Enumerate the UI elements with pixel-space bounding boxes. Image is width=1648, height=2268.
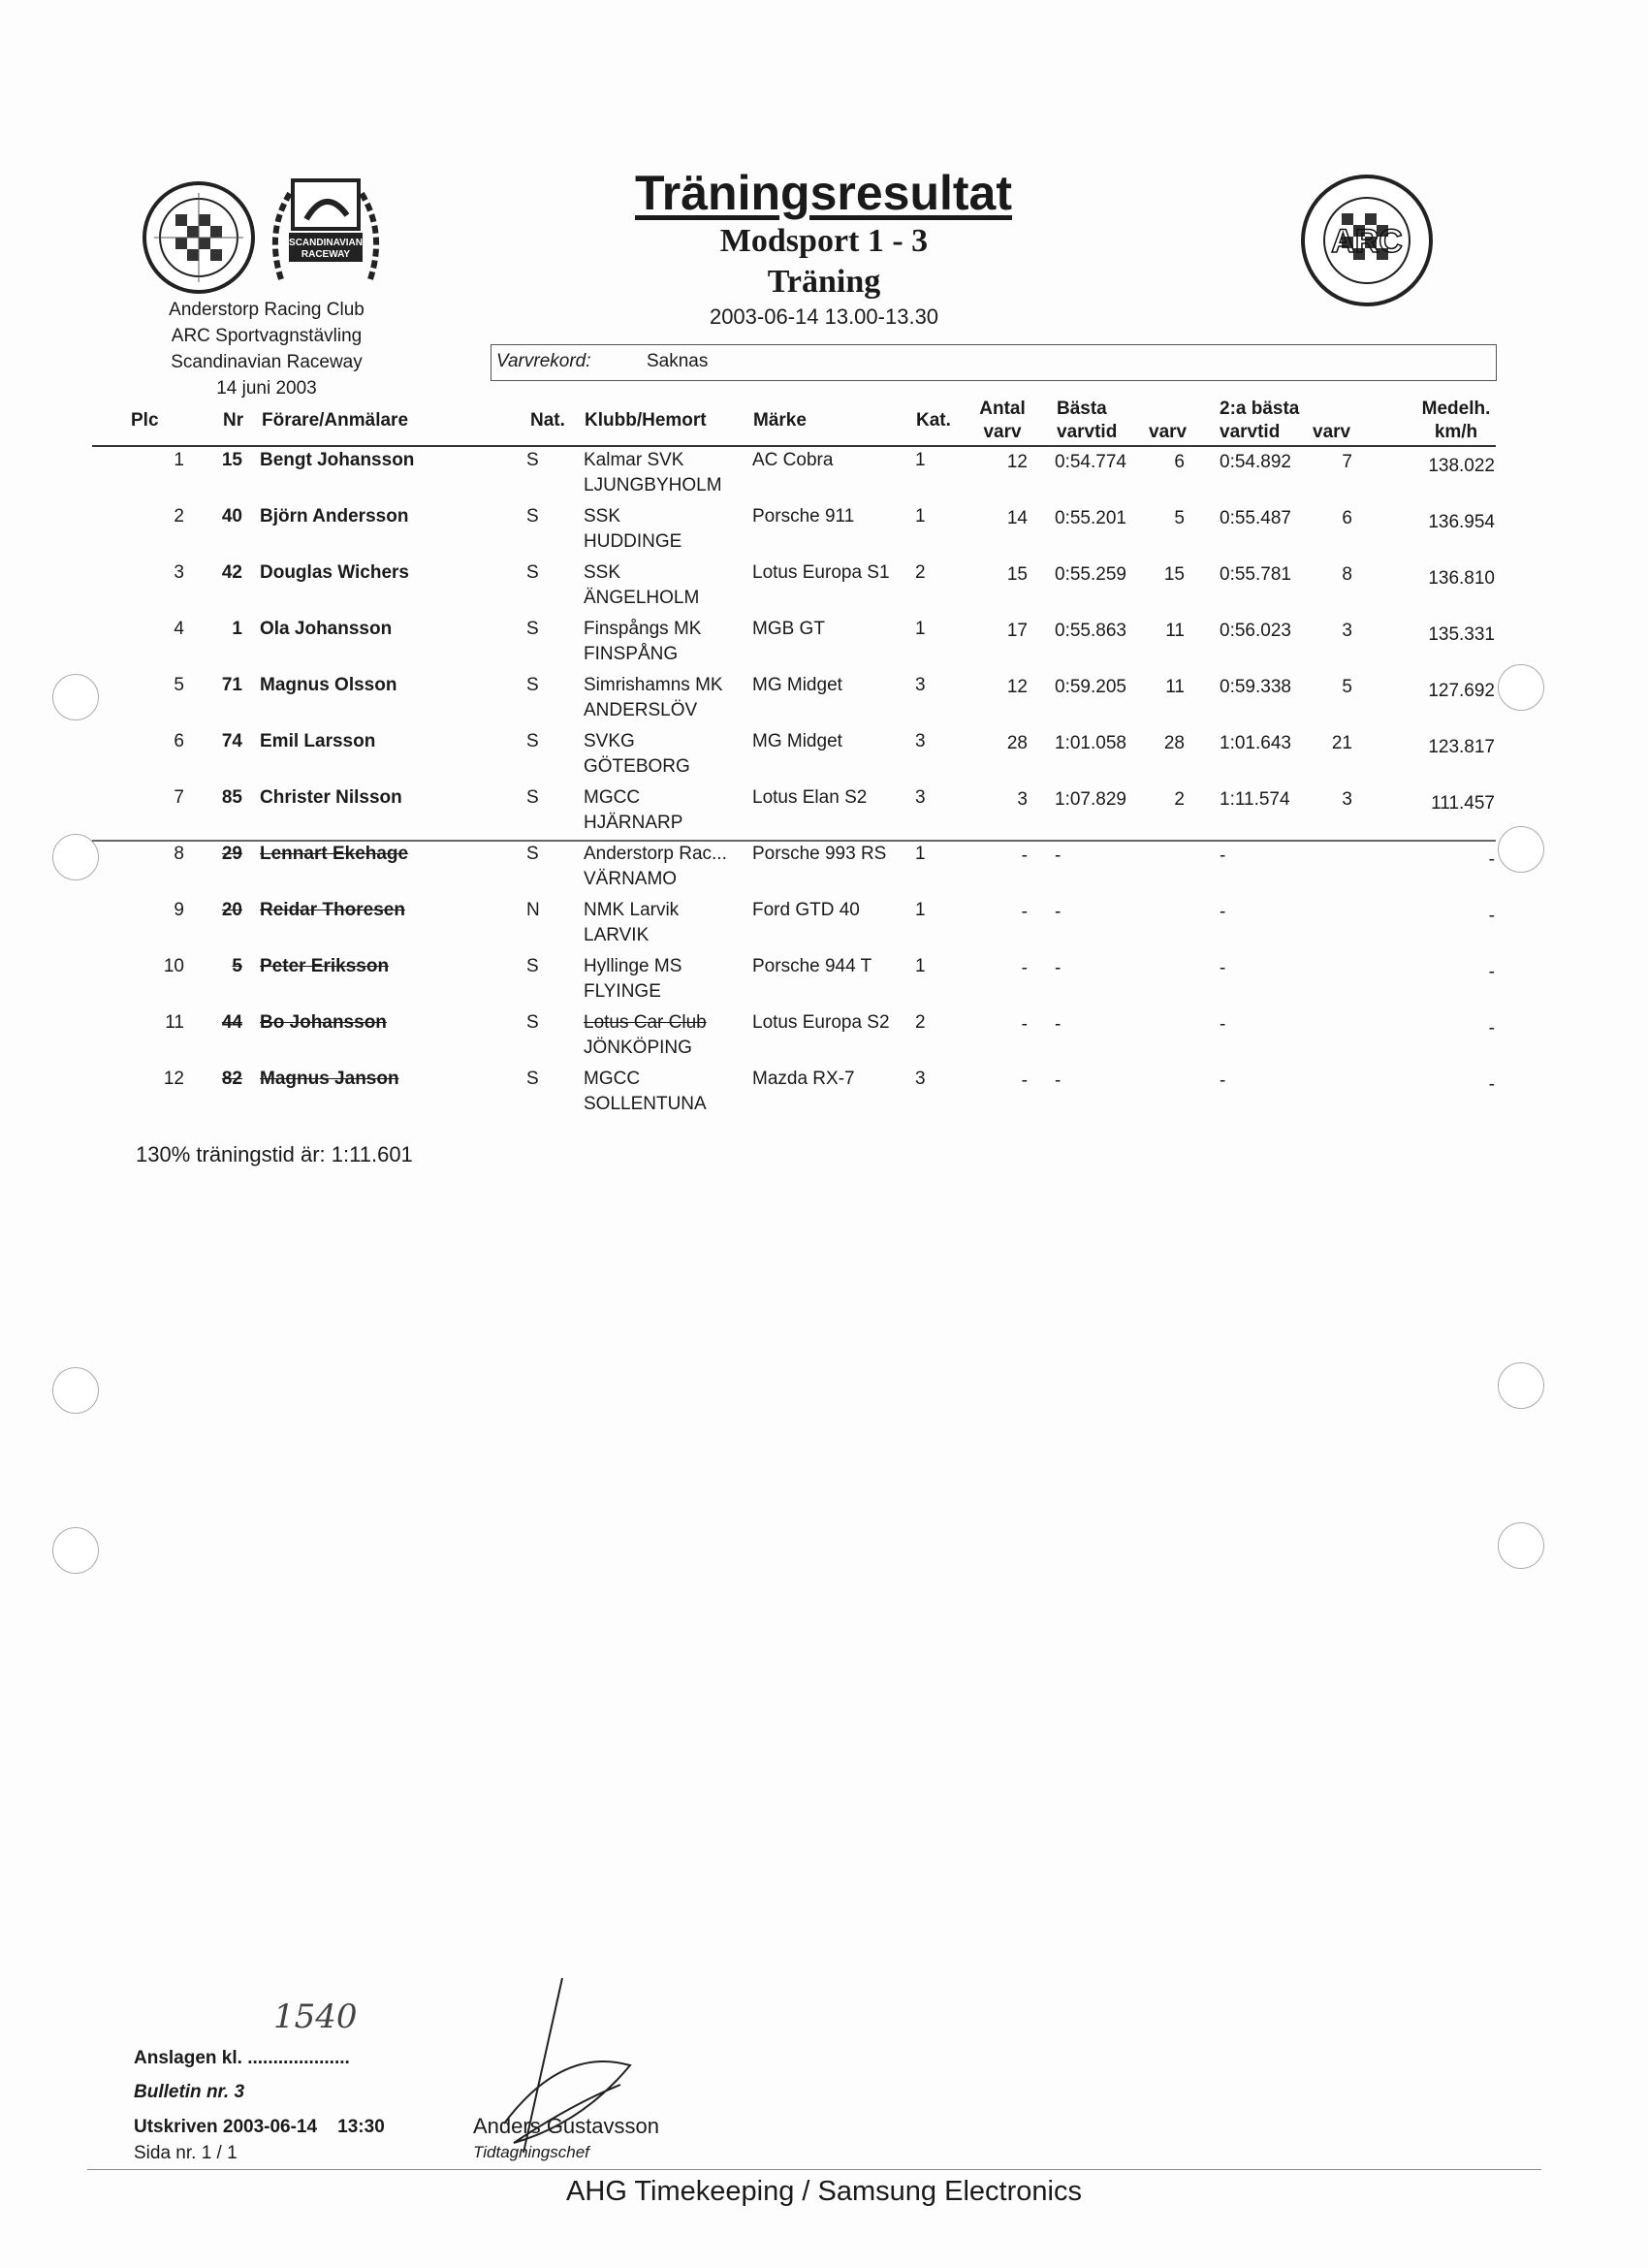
page-title: Träningsresultat bbox=[635, 166, 1012, 220]
cell-laps: 15 bbox=[1006, 564, 1028, 585]
club-name: SSK bbox=[584, 562, 621, 583]
cell-second: 1:11.574 bbox=[1220, 789, 1290, 810]
cell-nr: 44 bbox=[221, 1012, 242, 1033]
col-second bbox=[1220, 398, 1299, 444]
cell-driver: Bo Johansson bbox=[260, 1012, 387, 1033]
class-name: Modsport 1 - 3 bbox=[719, 223, 929, 259]
col-best-lap: varv bbox=[1149, 422, 1188, 442]
cell-kat: 1 bbox=[915, 956, 926, 976]
cell-second-lap: 3 bbox=[1342, 621, 1352, 641]
cell-make: Porsche 944 T bbox=[752, 956, 872, 976]
cell-laps: 14 bbox=[1006, 508, 1028, 528]
cell-avg: 138.022 bbox=[1428, 456, 1495, 476]
signature bbox=[485, 1968, 659, 2162]
cell-plc: 3 bbox=[174, 562, 184, 583]
cell-nat: S bbox=[526, 1012, 539, 1033]
cell-best: 1:01.058 bbox=[1055, 733, 1126, 753]
club-name: MGCC bbox=[584, 1069, 641, 1089]
cell-nat: S bbox=[526, 731, 539, 751]
punch-hole bbox=[1498, 1522, 1544, 1569]
cell-make: Lotus Europa S1 bbox=[752, 562, 890, 583]
col-driver: Förare/Anmälare bbox=[262, 410, 409, 431]
cell-nr: 82 bbox=[221, 1069, 242, 1089]
table-row bbox=[0, 617, 1648, 673]
club-town: LJUNGBYHOLM bbox=[584, 475, 722, 495]
cell-second-lap: 6 bbox=[1342, 508, 1352, 528]
cell-second-lap: 5 bbox=[1342, 677, 1352, 697]
cell-driver: Peter Eriksson bbox=[260, 956, 390, 976]
cell-avg: 136.810 bbox=[1428, 568, 1495, 589]
cell-avg: - bbox=[1488, 906, 1495, 926]
col-plc: Plc bbox=[131, 410, 159, 431]
cell-club bbox=[584, 448, 748, 498]
cell-avg: 111.457 bbox=[1431, 793, 1495, 814]
club-name: Kalmar SVK bbox=[584, 450, 684, 470]
punch-hole bbox=[52, 1367, 99, 1414]
cell-nat: N bbox=[526, 900, 540, 920]
club-name: MGCC bbox=[584, 787, 641, 808]
cell-make: Mazda RX-7 bbox=[752, 1069, 855, 1089]
cell-driver: Magnus Janson bbox=[260, 1069, 399, 1089]
club-name: SSK bbox=[584, 506, 621, 527]
club-town: FINSPÅNG bbox=[584, 644, 679, 664]
club-name: SVKG bbox=[584, 731, 635, 751]
col-make: Märke bbox=[753, 410, 807, 431]
table-row bbox=[0, 954, 1648, 1010]
cell-best: 0:59.205 bbox=[1055, 677, 1126, 697]
col-second-top: 2:a bästa bbox=[1220, 399, 1300, 419]
cell-nr: 5 bbox=[232, 956, 242, 976]
cell-second: 0:55.781 bbox=[1220, 564, 1291, 585]
cell-best: 0:55.201 bbox=[1055, 508, 1126, 528]
cell-plc: 6 bbox=[174, 731, 184, 751]
cell-nr: 15 bbox=[221, 450, 242, 470]
club-line: Anderstorp Racing Club bbox=[169, 300, 364, 320]
cell-best: 1:07.829 bbox=[1055, 789, 1126, 810]
cell-second: - bbox=[1220, 1014, 1226, 1035]
signer-name: Anders Gustavsson bbox=[473, 2114, 659, 2138]
cell-best: - bbox=[1055, 958, 1062, 978]
table-row bbox=[0, 842, 1648, 898]
cell-second-lap: 21 bbox=[1331, 733, 1352, 753]
dns-divider bbox=[92, 840, 1496, 842]
cell-best-lap: 28 bbox=[1163, 733, 1185, 753]
cell-avg: - bbox=[1488, 1018, 1495, 1038]
table-row bbox=[0, 504, 1648, 560]
handwritten-time: 1540 bbox=[273, 1997, 358, 2036]
punch-hole bbox=[1498, 1362, 1544, 1409]
cell-plc: 5 bbox=[174, 675, 184, 695]
cell-avg: 127.692 bbox=[1428, 681, 1495, 701]
col-avg bbox=[1417, 398, 1495, 444]
cell-nr: 71 bbox=[221, 675, 242, 695]
cell-make: MG Midget bbox=[752, 675, 842, 695]
cell-avg: 123.817 bbox=[1428, 737, 1495, 757]
cell-plc: 1 bbox=[174, 450, 184, 470]
cell-nr: 1 bbox=[232, 619, 242, 639]
club-line: Scandinavian Raceway bbox=[171, 352, 363, 372]
cell-avg: - bbox=[1488, 962, 1495, 982]
cell-plc: 4 bbox=[174, 619, 184, 639]
cell-laps: - bbox=[1021, 1014, 1028, 1035]
lap-record-label: Varvrekord: bbox=[496, 351, 591, 371]
table-row bbox=[0, 560, 1648, 617]
cell-nr: 74 bbox=[221, 731, 242, 751]
table-row bbox=[0, 673, 1648, 729]
club-line: 14 juni 2003 bbox=[216, 378, 317, 399]
cell-best: 0:54.774 bbox=[1055, 452, 1126, 472]
cell-best: - bbox=[1055, 846, 1062, 866]
club-name: Anderstorp Rac... bbox=[584, 844, 727, 864]
cell-driver: Björn Andersson bbox=[260, 506, 409, 527]
punch-hole bbox=[52, 1527, 99, 1574]
cell-club bbox=[584, 504, 748, 555]
table-row bbox=[0, 898, 1648, 954]
cell-club bbox=[584, 1067, 748, 1117]
cell-kat: 3 bbox=[915, 1069, 926, 1089]
col-nr: Nr bbox=[223, 410, 244, 431]
club-name: Simrishamns MK bbox=[584, 675, 723, 695]
cell-best-lap: 11 bbox=[1165, 677, 1185, 697]
cell-plc: 7 bbox=[174, 787, 184, 808]
cell-make: Ford GTD 40 bbox=[752, 900, 860, 920]
cell-plc: 12 bbox=[163, 1069, 184, 1089]
cell-club bbox=[584, 1010, 748, 1061]
col-laps-bottom: varv bbox=[983, 422, 1022, 442]
cell-best: 0:55.259 bbox=[1055, 564, 1126, 585]
cell-plc: 9 bbox=[174, 900, 184, 920]
club-name: Hyllinge MS bbox=[584, 956, 682, 976]
cell-make: Lotus Europa S2 bbox=[752, 1012, 890, 1033]
cell-nat: S bbox=[526, 787, 539, 808]
table-row bbox=[0, 1067, 1648, 1123]
cell-driver: Reidar Thoresen bbox=[260, 900, 405, 920]
cell-plc: 11 bbox=[165, 1012, 184, 1033]
cell-laps: 12 bbox=[1006, 677, 1028, 697]
company-name: AHG Timekeeping / Samsung Electronics bbox=[566, 2176, 1082, 2207]
col-nat: Nat. bbox=[530, 410, 565, 431]
cell-nat: S bbox=[526, 956, 539, 976]
cell-driver: Douglas Wichers bbox=[260, 562, 409, 583]
cell-plc: 2 bbox=[174, 506, 184, 527]
col-kat: Kat. bbox=[916, 410, 951, 431]
club-town: SOLLENTUNA bbox=[584, 1094, 707, 1114]
cell-best-lap: 11 bbox=[1165, 621, 1185, 641]
cell-kat: 1 bbox=[915, 844, 926, 864]
col-avg-bottom: km/h bbox=[1434, 422, 1478, 442]
cell-club bbox=[584, 842, 748, 892]
cell-kat: 2 bbox=[915, 1012, 926, 1033]
club-town: HJÄRNARP bbox=[584, 813, 683, 833]
cell-nr: 29 bbox=[221, 844, 242, 864]
cell-second: - bbox=[1220, 902, 1226, 922]
cell-laps: 12 bbox=[1006, 452, 1028, 472]
cell-second: 0:56.023 bbox=[1220, 621, 1291, 641]
club-name: NMK Larvik bbox=[584, 900, 680, 920]
page-number: Sida nr. 1 / 1 bbox=[134, 2143, 238, 2163]
club-name: Finspångs MK bbox=[584, 619, 702, 639]
cell-make: Lotus Elan S2 bbox=[752, 787, 868, 808]
club-town: ÄNGELHOLM bbox=[584, 588, 700, 608]
cell-driver: Christer Nilsson bbox=[260, 787, 402, 808]
cell-club bbox=[584, 617, 748, 667]
cell-driver: Bengt Johansson bbox=[260, 450, 415, 470]
cell-nat: S bbox=[526, 450, 539, 470]
cell-best-lap: 6 bbox=[1174, 452, 1185, 472]
printed-date: Utskriven 2003-06-14 13:30 bbox=[134, 2117, 385, 2137]
cell-driver: Magnus Olsson bbox=[260, 675, 397, 695]
svg-text:RACEWAY: RACEWAY bbox=[301, 249, 351, 260]
club-town: VÄRNAMO bbox=[584, 869, 678, 889]
col-second-lap: varv bbox=[1313, 422, 1351, 442]
cell-kat: 1 bbox=[915, 506, 926, 527]
table-row bbox=[0, 448, 1648, 504]
session-name: Träning bbox=[767, 264, 881, 300]
cell-laps: 17 bbox=[1006, 621, 1028, 641]
cell-laps: - bbox=[1021, 902, 1028, 922]
cell-second: - bbox=[1220, 1070, 1226, 1091]
cell-nat: S bbox=[526, 1069, 539, 1089]
cell-nat: S bbox=[526, 506, 539, 527]
col-club: Klubb/Hemort bbox=[585, 410, 707, 431]
header-divider bbox=[92, 445, 1496, 447]
cell-second: 0:55.487 bbox=[1220, 508, 1291, 528]
club-town: GÖTEBORG bbox=[584, 756, 690, 777]
cell-nat: S bbox=[526, 562, 539, 583]
cell-club bbox=[584, 560, 748, 611]
cell-avg: - bbox=[1488, 849, 1495, 870]
footer-divider bbox=[87, 2169, 1541, 2170]
club-name: Lotus Car Club bbox=[584, 1012, 707, 1033]
cell-make: AC Cobra bbox=[752, 450, 834, 470]
club-town: JÖNKÖPING bbox=[584, 1038, 692, 1058]
cell-club bbox=[584, 673, 748, 723]
cell-second: - bbox=[1220, 958, 1226, 978]
cell-laps: - bbox=[1021, 958, 1028, 978]
club-line: ARC Sportvagnstävling bbox=[171, 326, 363, 346]
cell-second: 0:54.892 bbox=[1220, 452, 1291, 472]
session-date: 2003-06-14 13.00-13.30 bbox=[709, 304, 939, 329]
cell-avg: 135.331 bbox=[1428, 624, 1495, 645]
cell-nr: 42 bbox=[221, 562, 242, 583]
cell-laps: - bbox=[1021, 846, 1028, 866]
cell-driver: Lennart Ekehage bbox=[260, 844, 409, 864]
col-laps bbox=[977, 398, 1028, 444]
lap-record-value: Saknas bbox=[647, 351, 709, 371]
cell-nr: 20 bbox=[221, 900, 242, 920]
cell-plc: 10 bbox=[163, 956, 184, 976]
cell-nat: S bbox=[526, 675, 539, 695]
svg-text:SCANDINAVIAN: SCANDINAVIAN bbox=[289, 238, 363, 248]
signer-role: Tidtagningschef bbox=[473, 2143, 589, 2161]
cell-make: Porsche 993 RS bbox=[752, 844, 887, 864]
col-best bbox=[1057, 398, 1117, 444]
cell-best: - bbox=[1055, 1014, 1062, 1035]
cell-kat: 3 bbox=[915, 731, 926, 751]
cell-second: 0:59.338 bbox=[1220, 677, 1291, 697]
col-second-bottom: varvtid bbox=[1220, 422, 1281, 442]
club-town: ANDERSLÖV bbox=[584, 700, 698, 720]
cell-nat: S bbox=[526, 619, 539, 639]
cell-driver: Ola Johansson bbox=[260, 619, 393, 639]
cell-make: Porsche 911 bbox=[752, 506, 855, 527]
cell-best: 0:55.863 bbox=[1055, 621, 1126, 641]
table-row bbox=[0, 785, 1648, 842]
cell-plc: 8 bbox=[174, 844, 184, 864]
cell-best: - bbox=[1055, 1070, 1062, 1091]
cell-club bbox=[584, 898, 748, 948]
cell-driver: Emil Larsson bbox=[260, 731, 376, 751]
cell-kat: 3 bbox=[915, 787, 926, 808]
cell-second-lap: 3 bbox=[1342, 789, 1352, 810]
cell-kat: 2 bbox=[915, 562, 926, 583]
arc-mark: ARC bbox=[1331, 223, 1403, 260]
cell-laps: 28 bbox=[1006, 733, 1028, 753]
cell-best-lap: 2 bbox=[1174, 789, 1185, 810]
cell-club bbox=[584, 954, 748, 1005]
cell-second: 1:01.643 bbox=[1220, 733, 1291, 753]
col-best-bottom: varvtid bbox=[1057, 422, 1118, 442]
cell-second-lap: 8 bbox=[1342, 564, 1352, 585]
cell-nat: S bbox=[526, 844, 539, 864]
cell-avg: - bbox=[1488, 1074, 1495, 1095]
cell-kat: 1 bbox=[915, 900, 926, 920]
cell-nr: 40 bbox=[221, 506, 242, 527]
col-best-top: Bästa bbox=[1057, 399, 1107, 419]
lap-record-box bbox=[491, 344, 1497, 381]
cell-avg: 136.954 bbox=[1428, 512, 1495, 532]
cell-make: MGB GT bbox=[752, 619, 825, 639]
col-avg-top: Medelh. bbox=[1421, 399, 1491, 419]
cell-best-lap: 15 bbox=[1163, 564, 1185, 585]
club-town: LARVIK bbox=[584, 925, 650, 945]
posted-at: Anslagen kl. .................... bbox=[134, 2048, 350, 2068]
club-town: HUDDINGE bbox=[584, 531, 682, 552]
cell-kat: 1 bbox=[915, 450, 926, 470]
bulletin-number: Bulletin nr. 3 bbox=[134, 2082, 245, 2102]
cell-make: MG Midget bbox=[752, 731, 842, 751]
club-town: FLYINGE bbox=[584, 981, 661, 1002]
cell-club bbox=[584, 785, 748, 836]
cell-club bbox=[584, 729, 748, 780]
cell-kat: 3 bbox=[915, 675, 926, 695]
cell-kat: 1 bbox=[915, 619, 926, 639]
cell-nr: 85 bbox=[221, 787, 242, 808]
table-row bbox=[0, 1010, 1648, 1067]
cell-second-lap: 7 bbox=[1342, 452, 1352, 472]
cell-laps: - bbox=[1021, 1070, 1028, 1091]
training-time-note: 130% träningstid är: 1:11.601 bbox=[136, 1142, 413, 1166]
table-row bbox=[0, 729, 1648, 785]
cell-laps: 3 bbox=[1017, 789, 1028, 810]
col-laps-top: Antal bbox=[979, 399, 1026, 419]
cell-best: - bbox=[1055, 902, 1062, 922]
cell-second: - bbox=[1220, 846, 1226, 866]
cell-best-lap: 5 bbox=[1174, 508, 1185, 528]
